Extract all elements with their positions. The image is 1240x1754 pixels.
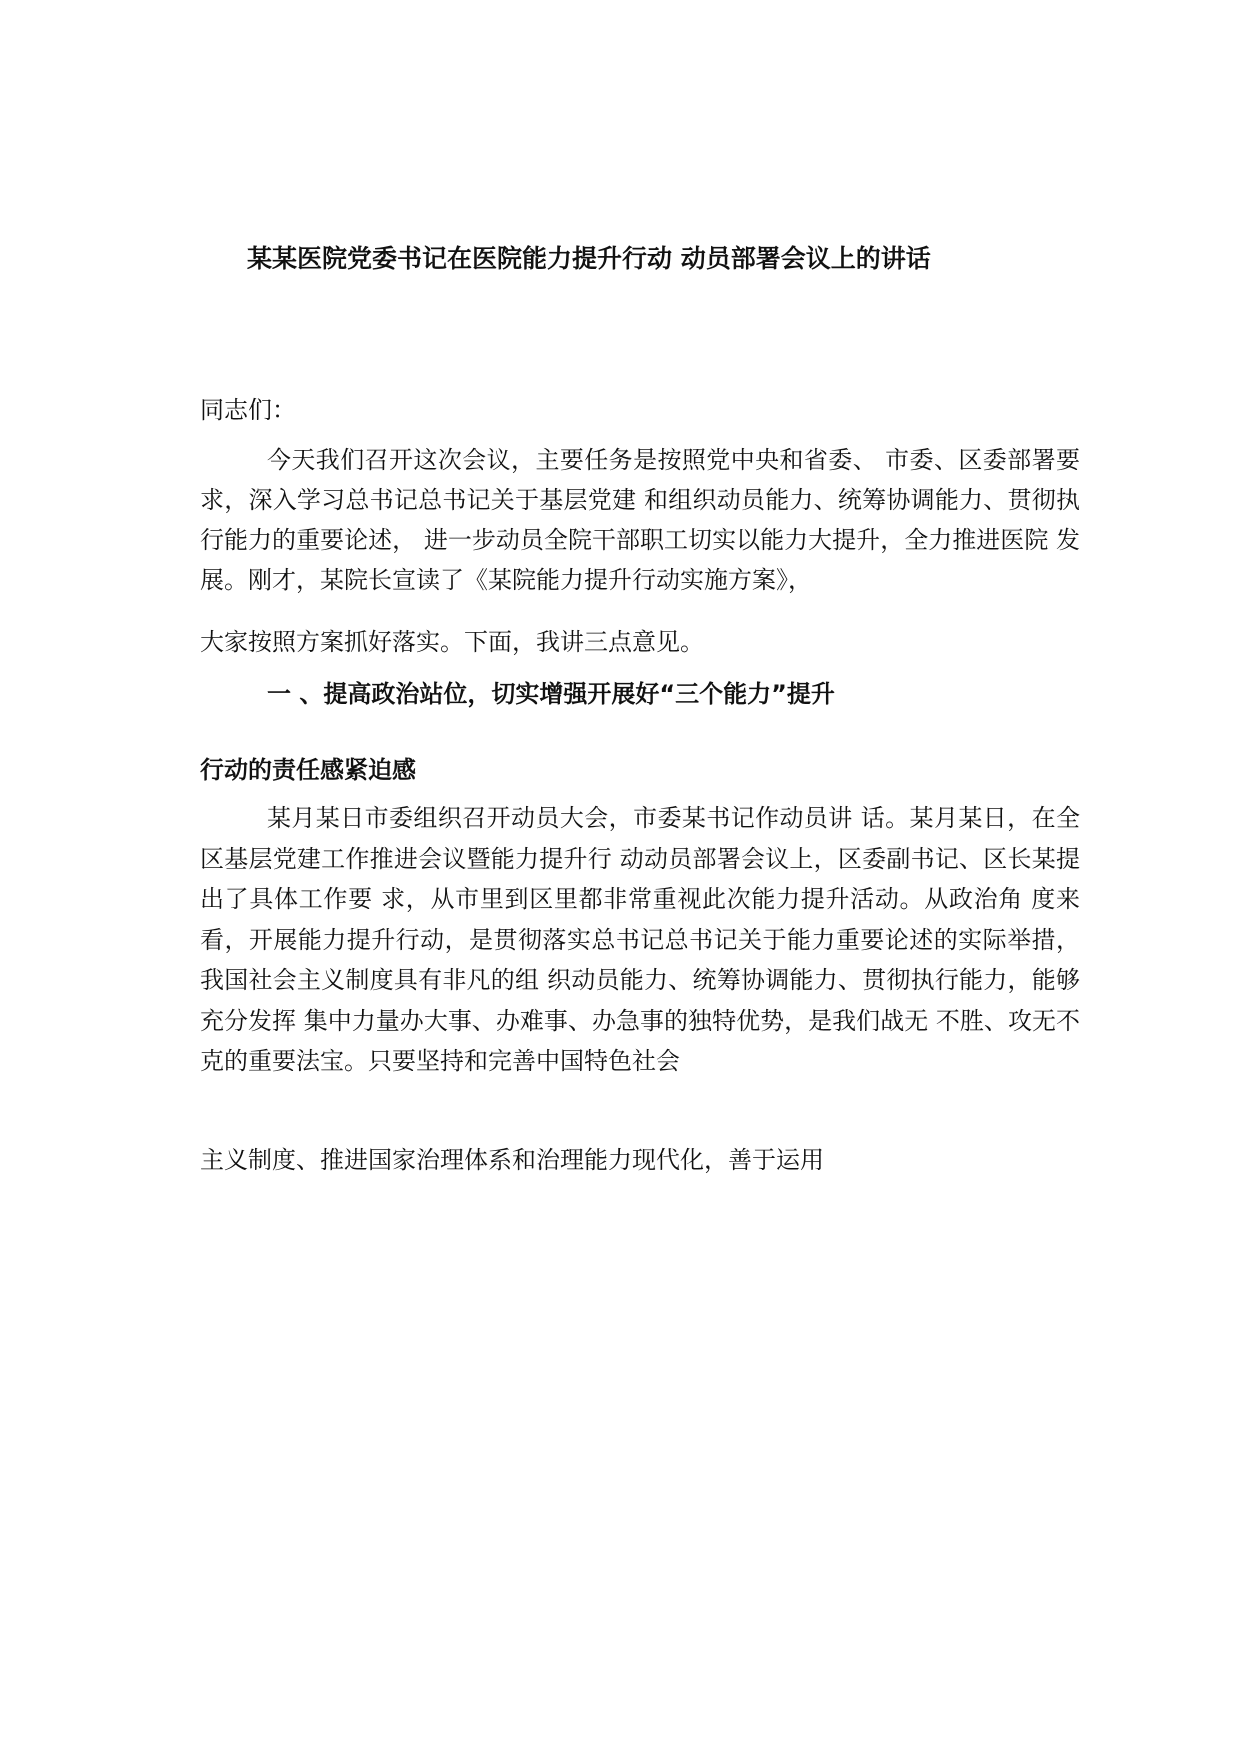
- section-heading-1: 一 、提高政治站位，切实增强开展好“三个能力”提升: [267, 680, 835, 708]
- paragraph-intro-continued: 大家按照方案抓好落实。下面，我讲三点意见。: [200, 628, 704, 656]
- paragraph-intro: 今天我们召开这次会议，主要任务是按照党中央和省委、 市委、区委部署要求，深入学习总书记总书记关于基层党建 和组织动员能力、统筹协调能力、贯彻执行能力的重要论述， 进一步动员全院干部职工切实以能力大提升，全力推进医院 发展。刚才，某院长宣读了《某院能力提升行动实施方案》，: [200, 446, 1080, 594]
- document-title: 某某医院党委书记在医院能力提升行动 动员部署会议上的讲话: [247, 244, 931, 273]
- paragraph-section-1: 某月某日市委组织召开动员大会，市委某书记作动员讲 话。某月某日，在全区基层党建工作推进会议暨能力提升行 动动员部署会议上，区委副书记、区长某提出了具体工作要 求，从市里到区里都非常重视此次能力提升活动。从政治角 度来看，开展能力提升行动，是贯彻落实总书记总书记关于能力重要论述的实际举措，我国社会主义制度具有非凡的组 织动员能力、统筹协调能力、贯彻执行能力，能够充分发挥 集中力量办大事、办难事、办急事的独特优势，是我们战无 不胜、攻无不克的重要法宝。只要坚持和完善中国特色社会: [200, 804, 1080, 1075]
- paragraph-section-1-continued: 主义制度、推进国家治理体系和治理能力现代化，善于运用: [200, 1146, 824, 1174]
- section-heading-1-continued: 行动的责任感紧迫感: [200, 756, 416, 784]
- salutation: 同志们：: [200, 396, 296, 424]
